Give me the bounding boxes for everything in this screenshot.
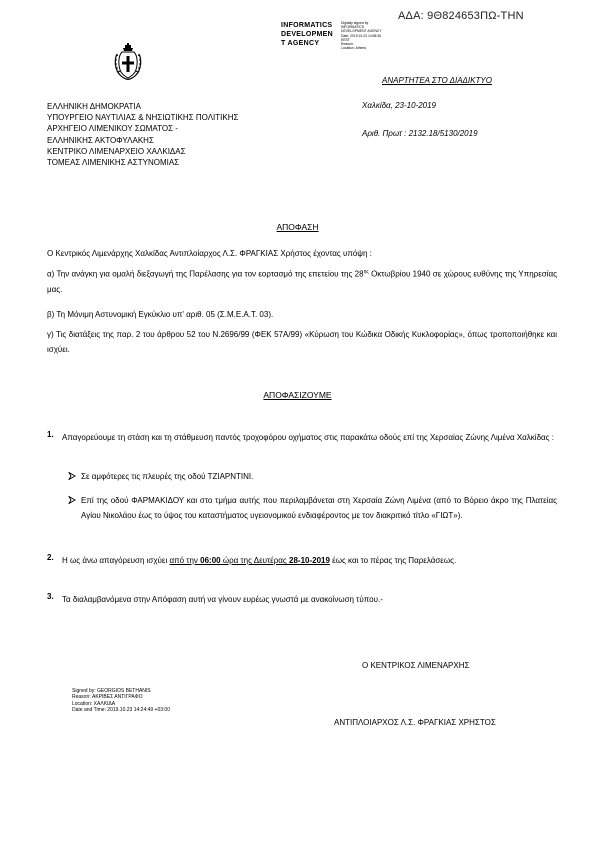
ida-signature-details — [341, 21, 382, 50]
item-number-2: 2. — [47, 553, 54, 562]
digital-signature-line: Date and Time: 2019.10.23 14:24:49 +03:00 — [72, 707, 170, 714]
ida-title-line: T AGENCY — [281, 40, 320, 47]
consideration-b: β) Τη Μόνιμη Αστυνομική Εγκύκλιο υπ' αριθ. 05 (Σ.Μ.Ε.Α.Τ. 03). — [47, 310, 274, 319]
item-2-date: 28-10-2019 — [289, 556, 330, 565]
item-2-time: 06:00 — [200, 556, 221, 565]
item-number-1: 1. — [47, 430, 54, 439]
item-2-day: ώρα της Δευτέρας — [220, 556, 289, 565]
authority-line: ΕΛΛΗΝΙΚΗΣ ΑΚΤΟΦΥΛΑΚΗΣ — [47, 135, 154, 145]
ida-detail-line: Date: 2019.10.23 14:58:30 — [341, 33, 382, 38]
item-2-text-end: έως και το πέρας της Παρελάσεως. — [329, 556, 457, 565]
item-2-text — [62, 553, 557, 568]
consideration-a — [47, 265, 557, 297]
document-date: Χαλκίδα, 23-10-2019 — [362, 101, 436, 110]
digital-signature-line: Location: ΧΑΛΚΙΔΑ — [72, 700, 116, 707]
authority-line: ΑΡΧΗΓΕΙΟ ΛΙΜΕΝΙΚΟΥ ΣΩΜΑΤΟΣ - — [47, 124, 178, 134]
item-2-from: από την — [169, 556, 201, 565]
bullet-1-text: Σε αμφότερες τις πλευρές της οδού ΤΖΙΑΡΝΤΙΝΙ. — [81, 472, 254, 481]
ida-detail-line: Location: Athens — [341, 46, 367, 51]
protocol-number: Αριθ. Πρωτ : 2132.18/5130/2019 — [362, 129, 478, 138]
ida-detail-line: INFORMATICS — [341, 25, 365, 30]
greek-coat-of-arms-icon — [112, 42, 144, 80]
decision-title: ΑΠΟΦΑΣΗ — [276, 222, 319, 232]
ida-title-line: DEVELOPMEN — [281, 31, 334, 38]
issuing-authority-block — [47, 101, 238, 168]
bullet-arrow-icon — [68, 472, 76, 480]
ida-detail-line: Reason: — [341, 42, 354, 47]
ida-signature-title — [281, 21, 333, 48]
authority-line: ΤΟΜΕΑΣ ΛΙΜΕΝΙΚΗΣ ΑΣΤΥΝΟΜΙΑΣ — [47, 158, 180, 168]
item-2-text-start: Η ως άνω απαγόρευση ισχύει — [62, 556, 170, 565]
authority-line: ΥΠΟΥΡΓΕΙΟ ΝΑΥΤΙΛΙΑΣ & ΝΗΣΙΩΤΙΚΗΣ ΠΟΛΙΤΙΚΗΣ — [47, 113, 239, 123]
authority-line: ΚΕΝΤΡΙΚΟ ΛΙΜΕΝΑΡΧΕΙΟ ΧΑΛΚΙΔΑΣ — [47, 146, 186, 156]
digital-signature-line: Reason: ΑΚΡΙΒΕΣ ΑΝΤΙΓΡΑΦΟ — [72, 694, 143, 701]
digital-signature-block — [72, 688, 170, 714]
intro-paragraph: Ο Κεντρικός Λιμενάρχης Χαλκίδας Αντιπλοίαρχος Λ.Σ. ΦΡΑΓΚΙΑΣ Χρήστος έχοντας υπόψη : — [47, 249, 372, 258]
ida-detail-line: Digitally signed by — [341, 21, 369, 25]
consideration-a-text-end: Οκτωβρίου 1940 σε χώρους ευθύνης της Υπηρεσίας μας. — [47, 269, 557, 294]
digital-signature-line: Signed by: GEORGIOS BETHANIS — [72, 688, 151, 694]
signatory-name: ΑΝΤΙΠΛΟΙΑΡΧΟΣ Λ.Σ. ΦΡΑΓΚΙΑΣ ΧΡΗΣΤΟΣ — [334, 718, 496, 727]
signatory-role: Ο ΚΕΝΤΡΙΚΟΣ ΛΙΜΕΝΑΡΧΗΣ — [362, 661, 470, 670]
item-1-text: Απαγορεύουμε τη στάση και τη στάθμευση παντός τροχοφόρου οχήματος στις παρακάτω οδούς επί της Χερσαίας Ζώνης Λιμένα Χαλκίδας : — [62, 433, 554, 442]
bullet-2-text: Επί της οδού ΦΑΡΜΑΚΙΔΟΥ και στο τμήμα αυτής που περιλαμβάνεται στη Χερσαία Ζώνη Λιμένα (από το Βόρειο άκρο της Πλατείας Αγίου Νικολάου έως το ύψος του καταστήματος υγειονομικού ενδιαφέροντος με τον διακριτικό τίτλο «ΓΙΩΤ»). — [81, 496, 557, 520]
item-3-text: Τα διαλαμβανόμενα στην Απόφαση αυτή να γίνουν ευρέως γνωστά με ανακοίνωση τύπου.- — [62, 595, 383, 604]
ada-code: ΑΔΑ: 9Θ824653ΠΩ-ΤΗΝ — [398, 10, 524, 22]
posted-online-note: ΑΝΑΡΤΗΤΕΑ ΣΤΟ ΔΙΑΔΙΚΤΥΟ — [382, 76, 492, 85]
consideration-c: γ) Τις διατάξεις της παρ. 2 του άρθρου 52 του Ν.2696/99 (ΦΕΚ 57Α/99) «Κύρωση του Κώδικα Οδικής Κυκλοφορίας», όπως τροποποιήθηκε και ισχύει. — [47, 330, 557, 354]
ida-title-line: INFORMATICS — [281, 22, 333, 29]
consideration-a-text: α) Την ανάγκη για ομαλή διεξαγωγή της Παρέλασης για τον εορτασμό της επετείου της 28 — [47, 269, 364, 279]
item-number-3: 3. — [47, 592, 54, 601]
decide-title: ΑΠΟΦΑΣΙΖΟΥΜΕ — [263, 390, 332, 400]
bullet-arrow-icon — [68, 496, 76, 504]
consideration-a-superscript: ης — [363, 269, 369, 275]
ida-detail-line: DEVELOPMENT AGENCY — [341, 29, 382, 34]
authority-line: ΕΛΛΗΝΙΚΗ ΔΗΜΟΚΡΑΤΙΑ — [47, 102, 141, 111]
ida-detail-line: EEST — [341, 37, 350, 42]
